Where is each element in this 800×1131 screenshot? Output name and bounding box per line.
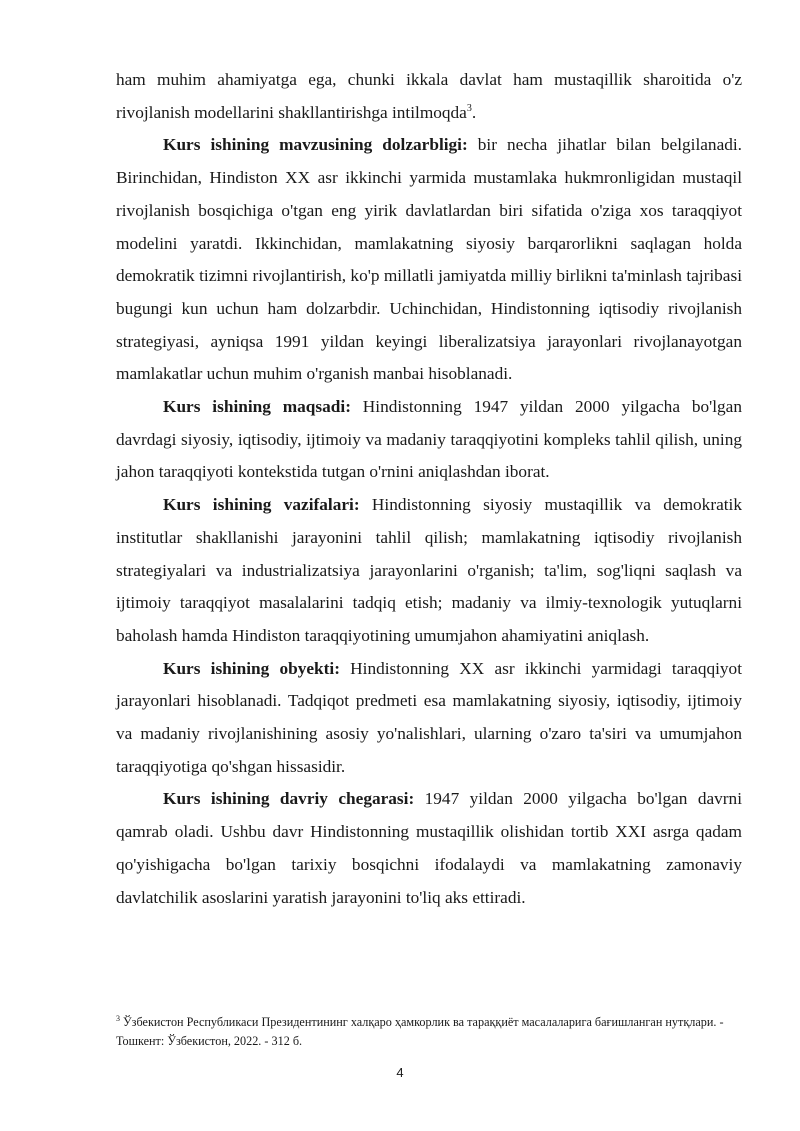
footnote-area xyxy=(116,1013,742,1051)
section-heading: Kurs ishining vazifalari: xyxy=(163,495,360,515)
section-heading: Kurs ishining obyekti: xyxy=(163,658,340,678)
section-heading: Kurs ishining maqsadi: xyxy=(163,397,351,417)
object-paragraph xyxy=(116,653,742,784)
section-text: 1947 yildan 2000 yilgacha bo'lgan davrni qamrab oladi. Ushbu davr Hindistonning mustaqillik olishidan tortib XXI asrga qadam qo'yishigacha bo'lgan tarixiy bosqichni ifodalaydi va mamlakatning zamonaviy davlatchilik asoslarini yaratish jarayonini to'liq aks ettiradi. xyxy=(116,789,742,907)
period-paragraph xyxy=(116,783,742,914)
relevance-paragraph xyxy=(116,129,742,391)
intro-paragraph xyxy=(116,64,742,129)
footnote-marker: 3 xyxy=(116,1013,120,1023)
document-body xyxy=(116,64,742,914)
page-number: 4 xyxy=(396,1065,404,1080)
intro-text: ham muhim ahamiyatga ega, chunki ikkala davlat ham mustaqillik sharoitida o'z rivojlanish modellarini shakllantirishga intilmoqda xyxy=(116,70,742,122)
intro-tail: . xyxy=(471,102,477,122)
section-text: Hindistonning 1947 yildan 2000 yilgacha bo'lgan davrdagi siyosiy, iqtisodiy, ijtimoiy va madaniy taraqqiyotini kompleks tahlil qilish, uning jahon taraqqiyoti kontekstida tutgan o'rnini aniqlashdan iborat. xyxy=(116,397,742,482)
section-text: Hindistonning XX asr ikkinchi yarmidagi taraqqiyot jarayonlari hisoblanadi. Tadqiqot predmeti esa mamlakatning siyosiy, iqtisodiy, ijtimoiy va madaniy rivojlanishining asosiy yo'nalishlari, ularning o'zaro ta'siri va umumjahon taraqqiyotiga qo'shgan hissasidir. xyxy=(116,658,742,776)
section-heading: Kurs ishining mavzusining dolzarbligi: xyxy=(163,135,468,155)
section-text: Hindistonning siyosiy mustaqillik va demokratik institutlar shakllanishi jarayonini tahlil qilish; mamlakatning iqtisodiy rivojlanish strategiyalari va industrializatsiya jarayonlarini o'rganish; ta'lim, sog'liqni saqlash va ijtimoiy taraqqiyot masalalarini tadqiq etish; madaniy va ilmiy-texnologik yutuqlarni baholash hamda Hindiston taraqqiyotining umumjahon ahamiyatini aniqlash. xyxy=(116,495,742,645)
footnote-text: Ўзбекистон Республикаси Президентининг халқаро ҳамкорлик ва тараққиёт масалаларига бағишланган нутқлари. - Тошкент: Ўзбекистон, 2022. - 312 б. xyxy=(116,1015,724,1048)
purpose-paragraph xyxy=(116,391,742,489)
tasks-paragraph xyxy=(116,489,742,653)
section-text: bir necha jihatlar bilan belgilanadi. Birinchidan, Hindiston XX asr ikkinchi yarmida mustamlaka hukmronligidan mustaqil rivojlanish bosqichiga o'tgan eng yirik davlatlardan biri sifatida o'ziga xos taraqqiyot modelini yaratdi. Ikkinchidan, mamlakatning siyosiy barqarorlikni saqlagan holda demokratik tizimni rivojlantirish, ko'p millatli jamiyatda milliy birlikni ta'minlash tajribasi bugungi kun uchun ham dolzarbdir. Uchinchidan, Hindistonning iqtisodiy rivojlanish strategiyasi, ayniqsa 1991 yildan keyingi liberalizatsiya jarayonlari rivojlanayotgan mamlakatlar uchun muhim o'rganish manbai hisoblanadi. xyxy=(116,135,742,384)
section-heading: Kurs ishining davriy chegarasi: xyxy=(163,789,415,809)
footnote-reference: 3 xyxy=(466,102,472,114)
footnote xyxy=(116,1013,742,1051)
